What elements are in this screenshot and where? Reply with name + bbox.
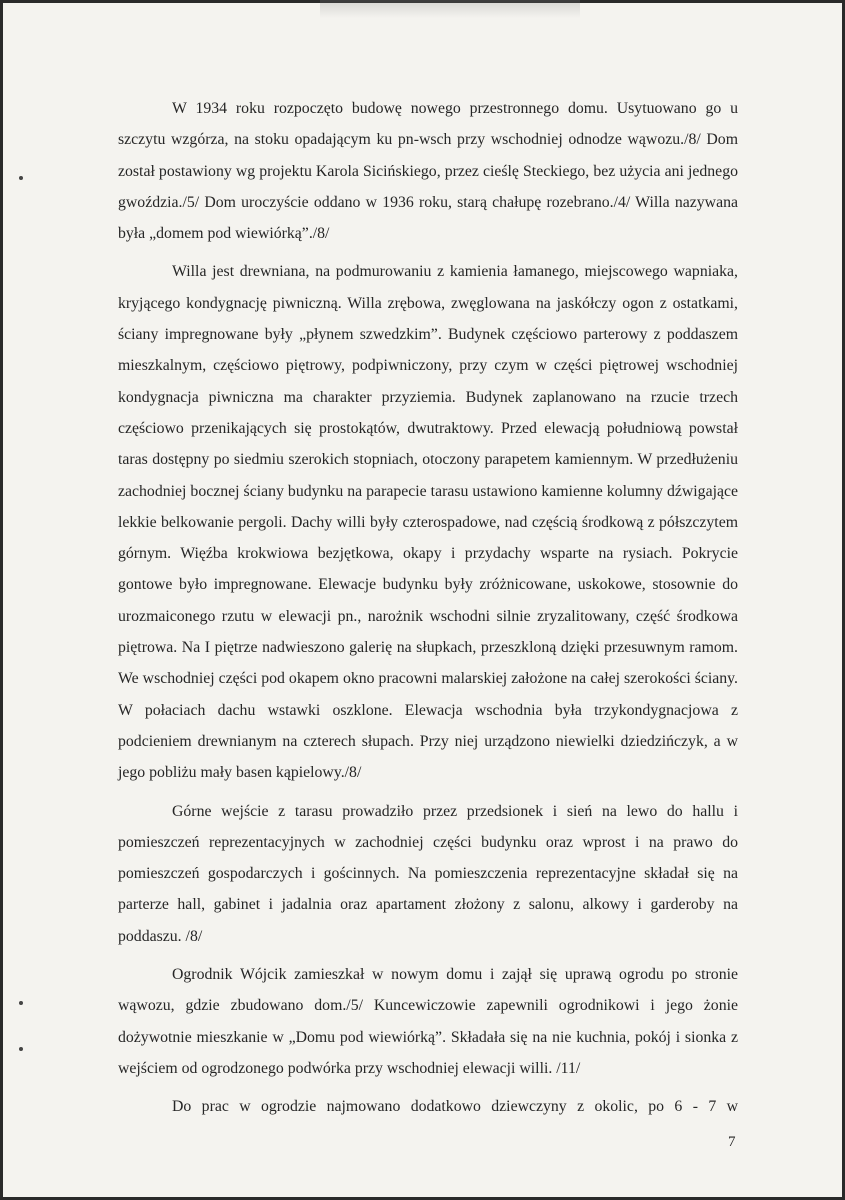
scan-mark — [19, 1047, 23, 1051]
scan-mark — [19, 176, 23, 180]
paragraph: Do prac w ogrodzie najmowano dodatkowo dziewczyny z okolic, po 6 - 7 w — [172, 1098, 738, 1116]
scan-smudge — [320, 0, 580, 18]
body-text — [118, 93, 738, 1123]
paragraph: Górne wejście z tarasu prowadziło przez przedsionek i sień na lewo do hallu i pomieszczeń reprezentacyjnych w zachodniej części budynku oraz wprost i na prawo do pomieszczeń gospodarczych i gościnnych. Na pomieszczenia reprezentacyjne składał się na parterze hall, gabinet i jadalnia oraz apartament złożony z salonu, alkowy i garderoby na poddaszu. /8/ — [118, 802, 738, 945]
paragraph: Willa jest drewniana, na podmurowaniu z kamienia łamanego, miejscowego wapniaka, kryjącego kondygnację piwniczną. Willa zrębowa, zwęglowana na jaskółczy ogon z ostatkami, ściany impregnowane były „płynem szwedzkim”. Budynek częściowo parterowy z poddaszem mieszkalnym, częściowo piętrowy, podpiwniczony, przy czym w części piętrowej wschodniej kondygnacja piwniczna ma charakter przyziemia. Budynek zaplanowano na rzucie trzech częściowo przenikających się prostokątów, dwutraktowy. Przed elewacją południową powstał taras dostępny po siedmiu szerokich stopniach, otoczony parapetem kamiennym. W przedłużeniu zachodniej bocznej ściany budynku na parapecie tarasu ustawiono kamienne kolumny dźwigające lekkie belkowanie pergoli. Dachy willi były czterospadowe, nad częścią środkową z półszczytem górnym. Więźba krokwiowa bezjętkowa, okapy i przydachy wsparte na rysiach. Pokrycie gontowe było impregnowane. Elewacje budynku były zróżnicowane, uskokowe, stosownie do urozmaiconego rzutu w elewacji pn., narożnik wschodni silnie zryzalitowany, część środkowa piętrowa. Na I piętrze nadwieszono galerię na słupkach, przeszkloną dzięki przesuwnym ramom. We wschodniej części pod okapem okno pracowni malarskiej założone na całej szerokości ściany. W połaciach dachu wstawki oszklone. Elewacja wschodnia była trzykondygnacjowa z podcieniem drewnianym na czterech słupach. Przy niej urządzono niewielki dziedzińczyk, a w jego pobliżu mały basen kąpielowy./8/ — [118, 263, 738, 782]
page-number: 7 — [728, 1134, 736, 1150]
paragraph: Ogrodnik Wójcik zamieszkał w nowym domu i zajął się uprawą ogrodu po stronie wąwozu, gdzie zbudowano dom./5/ Kuncewiczowie zapewnili ogrodnikowi i jego żonie dożywotnie mieszkanie w „Domu pod wiewiórką”. Składała się na nie kuchnia, pokój i sionka z wejściem od ogrodzonego podwórka przy wschodniej elewacji willi. /11/ — [118, 966, 738, 1077]
scan-mark — [19, 1001, 23, 1005]
paragraph: W 1934 roku rozpoczęto budowę nowego przestronnego domu. Usytuowano go u szczytu wzgórza, na stoku opadającym ku pn-wsch przy wschodniej odnodze wąwozu./8/ Dom został postawiony wg projektu Karola Sicińskiego, przez cieślę Steckiego, bez użycia ani jednego gwoździa./5/ Dom uroczyście oddano w 1936 roku, starą chałupę rozebrano./4/ Willa nazywana była „domem pod wiewiórką”./8/ — [118, 100, 738, 243]
